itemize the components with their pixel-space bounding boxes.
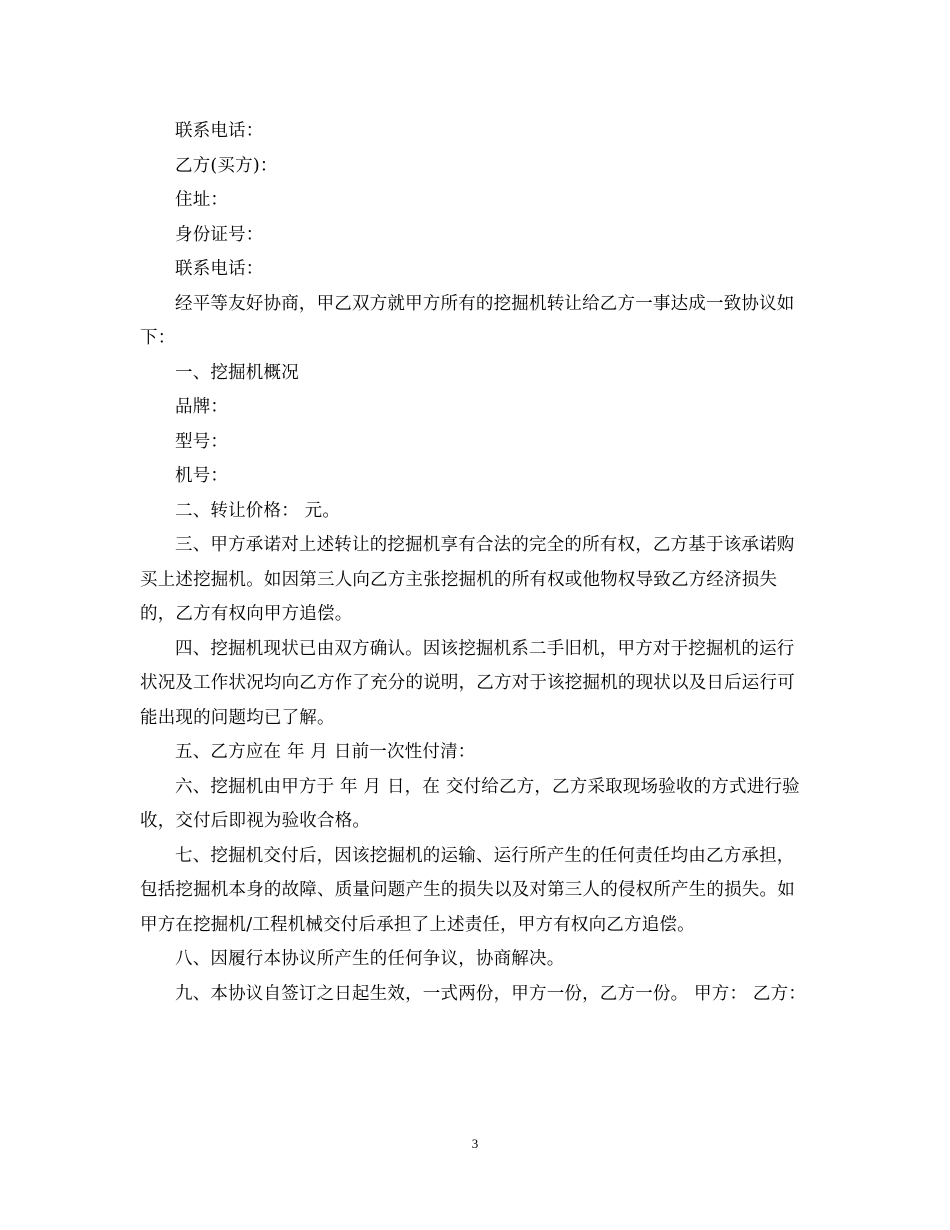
section-1-heading: 一、挖掘机概况 xyxy=(175,362,299,383)
address-line: 住址： xyxy=(175,190,229,210)
section-7-liability: 七、挖掘机交付后，因该挖掘机的运输、运行所产生的任何责任均由乙方承担，包括挖掘机本身的故障、质量问题产生的损失以及对第三人的侵权所产生的损失。如甲方在挖掘机/工程机械交付后承担了上述责任，甲方有权向乙方追偿。 xyxy=(140,845,795,935)
section-8-disputes: 八、因履行本协议所产生的任何争议，协商解决。 xyxy=(175,949,565,969)
page-number: 3 xyxy=(471,1136,479,1151)
id-number-line: 身份证号： xyxy=(175,224,264,245)
section-2-price: 二、转让价格： 元。 xyxy=(175,500,341,521)
section-3-ownership: 三、甲方承诺对上述转让的挖掘机享有合法的完全的所有权，乙方基于该承诺购买上述挖掘机。如因第三人向乙方主张挖掘机的所有权或他物权导致乙方经济损失的，乙方有权向甲方追偿。 xyxy=(140,535,795,624)
section-6-delivery: 六、挖掘机由甲方于 年 月 日，在 交付给乙方，乙方采取现场验收的方式进行验收，交付后即视为验收合格。 xyxy=(140,776,800,831)
brand-line: 品牌： xyxy=(175,397,229,417)
model-line: 型号： xyxy=(175,431,229,452)
section-5-payment: 五、乙方应在 年 月 日前一次性付清： xyxy=(175,742,476,762)
document-body xyxy=(140,114,812,1011)
party-b-buyer-line: 乙方(买方)： xyxy=(175,155,278,176)
contact-phone-line-party-b: 联系电话： xyxy=(175,259,264,279)
section-4-condition: 四、挖掘机现状已由双方确认。因该挖掘机系二手旧机，甲方对于挖掘机的运行状况及工作状况均向乙方作了充分的说明，乙方对于该挖掘机的现状以及日后运行可能出现的问题均已了解。 xyxy=(140,638,795,728)
contact-phone-line-party-a: 联系电话： xyxy=(175,121,264,141)
agreement-intro-paragraph: 经平等友好协商，甲乙双方就甲方所有的挖掘机转让给乙方一事达成一致协议如下： xyxy=(140,293,795,348)
machine-number-line: 机号： xyxy=(175,466,229,486)
section-9-effectiveness: 九、本协议自签订之日起生效，一式两份，甲方一份，乙方一份。 甲方： 乙方： xyxy=(175,983,807,1004)
